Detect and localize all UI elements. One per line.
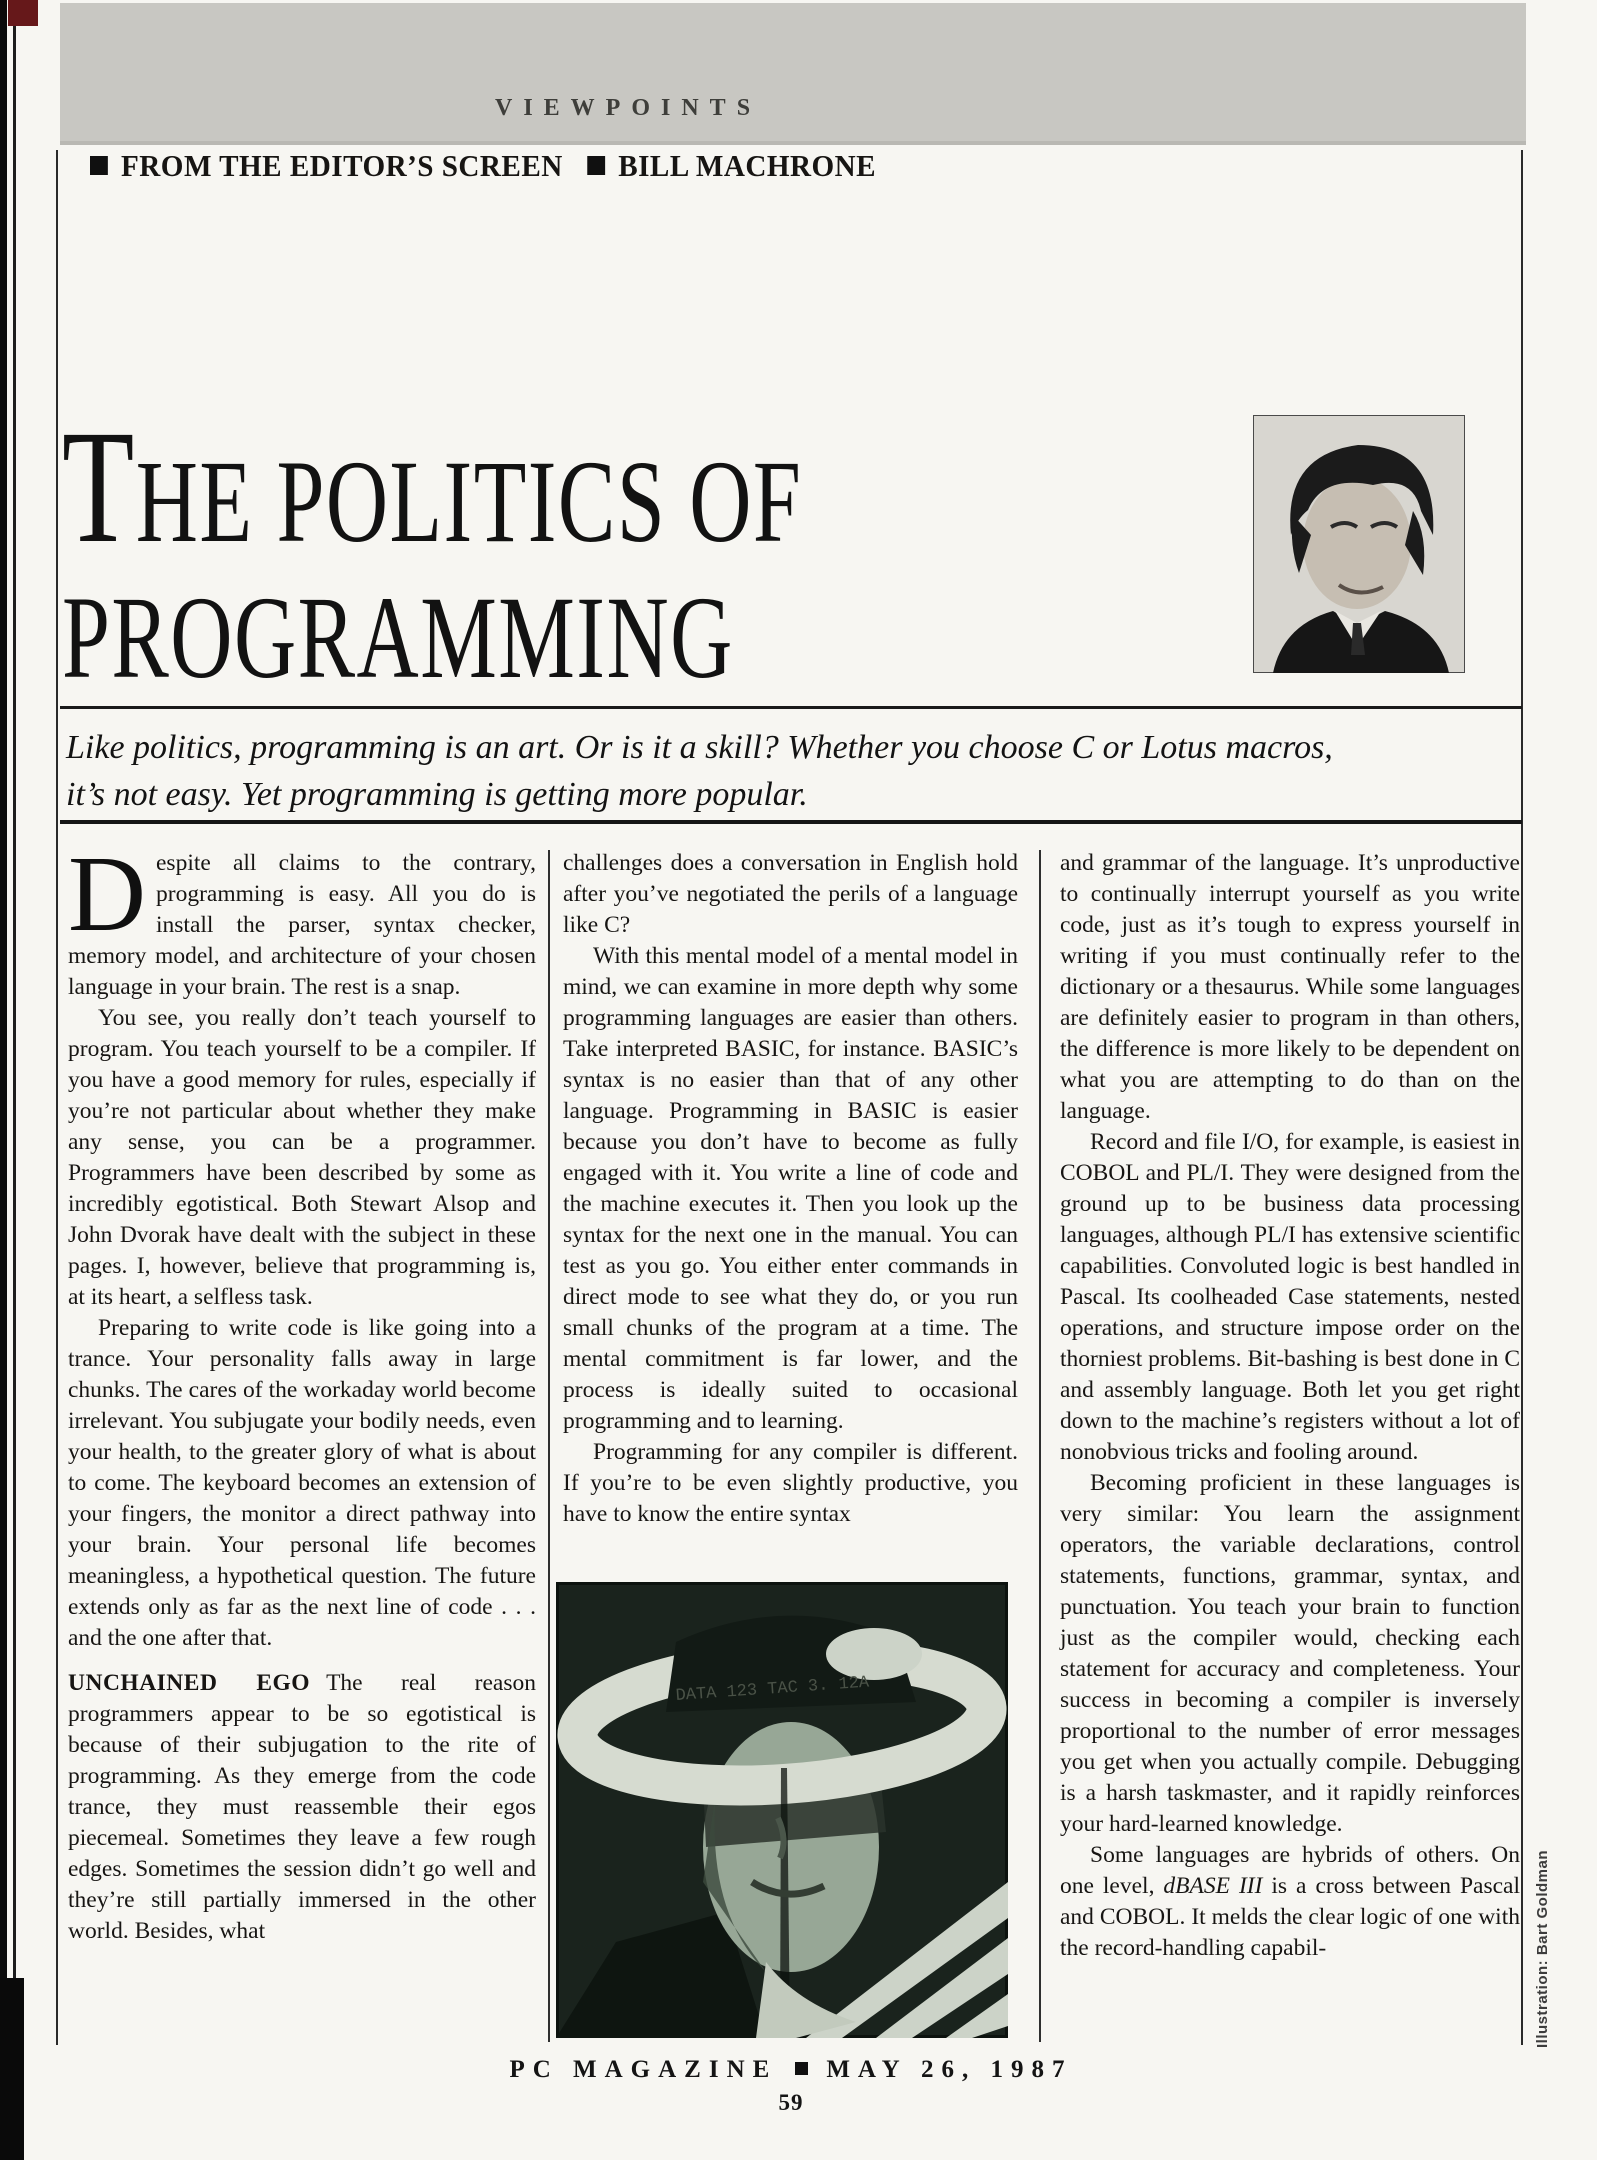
- drop-cap: D: [68, 835, 146, 954]
- page-frame-left-rule: [56, 150, 58, 2045]
- corner-mark: [8, 0, 38, 26]
- section-subhead: UNCHAINED EGO: [68, 1670, 311, 1696]
- paragraph-text: espite all claims to the contrary, programming is easy. All you do is install the parser, syntax checker, memory model, and architecture of your chosen language in your brain. The rest is a snap.: [68, 850, 536, 1000]
- paragraph: Becoming proficient in these languages is very similar: You learn the assignment operators, the variable declarations, control statements, functions, grammar, syntax, and punctuation. You teach your brain to function just as the compiler would, checking each statement for accuracy and completeness. Your success in becoming a compiler is inversely proportional to the number of error messages you get when you actually compile. Debugging is a harsh taskmaster, and it rapidly reinforces your hard-learned knowledge.: [1060, 1470, 1520, 1837]
- article-title: [62, 398, 803, 703]
- kicker-author: BILL MACHRONE: [618, 148, 877, 183]
- title-initial-cap: T: [62, 398, 136, 577]
- paragraph: [68, 835, 536, 1003]
- kicker: [90, 148, 876, 184]
- paragraph: Preparing to write code is like going into a trance. Your personality falls away in large chunks. The cares of the workaday world become irrelevant. You subjugate your bodily needs, even your health, to the greater glory of what is about to come. The keyboard becomes an extension of your fingers, the monitor a direct pathway into your brain. Your personal life becomes meaningless, a hypothetical question. The future extends only as far as the next line of code . . . and the one after that.: [68, 1315, 536, 1651]
- section-banner: [60, 3, 1526, 145]
- page-frame-right-rule: [1521, 150, 1523, 2045]
- illustration-credit: Illustration: Bart Goldman: [1534, 1849, 1551, 2048]
- column-divider: [1039, 850, 1041, 2042]
- portrait-photo: [1253, 415, 1465, 673]
- footer-magazine: PC MAGAZINE: [509, 2056, 778, 2083]
- article-illustration: [556, 1582, 1008, 2038]
- footer-date: MAY 26, 1987: [826, 2056, 1073, 2083]
- paragraph: and grammar of the language. It’s unproductive to continually interrupt yourself as you write code, just as it’s tough to express yourself in writing if you must continually refer to the dictionary or a thesaurus. While some languages are definitely easier to program in than others, the difference is more likely to be dependent on what you are attempting to do than on the language.: [1060, 850, 1520, 1124]
- paragraph: challenges does a conversation in English hold after you’ve negotiated the perils of a language like C?: [563, 850, 1018, 938]
- deck-bottom-rule: [60, 820, 1522, 824]
- paragraph-text: is a cross between Pascal and COBOL. It melds the clear logic of one with the record-handling capabil-: [1060, 1873, 1520, 1961]
- body-column-2: [563, 848, 1018, 1578]
- deck-line-2: it’s not easy. Yet programming is getting more popular.: [66, 776, 808, 813]
- scan-edge-line: [13, 0, 16, 2160]
- bullet-square-icon: [587, 156, 605, 175]
- body-column-3: [1060, 848, 1520, 2044]
- section-label: VIEWPOINTS: [495, 95, 762, 121]
- bullet-square-icon: [795, 2062, 808, 2075]
- column-divider: [548, 850, 550, 2042]
- paragraph-text: Some languages are hybrids of others. On one level,: [1060, 1842, 1520, 1899]
- deck-line-1: Like politics, programming is an art. Or is it a skill? Whether you choose C or Lotus macros,: [66, 729, 1333, 766]
- illustration-band-text: DATA 123 TAC 3. 12A: [675, 1673, 870, 1706]
- paragraph: You see, you really don’t teach yourself to program. You teach yourself to be a compiler. If you have a good memory for rules, especially if you’re not particular about whether they make any sense, you can be a programmer. Programmers have been described by some as incredibly egotistical. Both Stewart Alsop and John Dvorak have dealt with the subject in these pages. I, however, believe that programming is, at its heart, a selfless task.: [68, 1005, 536, 1310]
- paragraph: [1060, 1840, 1520, 1964]
- page-number: 59: [778, 2090, 804, 2115]
- paragraph: [68, 1668, 536, 1947]
- paragraph-text: The real reason programmers appear to be so egotistical is because of their subjugation to the rite of programming. As they emerge from the code trance, they must reassemble their egos piecemeal. Sometimes they leave a few rough edges. Sometimes the session didn’t go well and they’re still partially immersed in the other world. Besides, what: [68, 1670, 536, 1944]
- title-line-1-rest: HE POLITICS OF: [135, 436, 803, 567]
- deck: [66, 724, 1486, 818]
- scan-edge-wedge: [0, 1978, 24, 2160]
- kicker-label: FROM THE EDITOR’S SCREEN: [121, 148, 563, 183]
- running-footer: [60, 2056, 1522, 2084]
- scan-edge-bar: [0, 0, 7, 2160]
- body-column-1: [68, 835, 536, 2044]
- paragraph: Record and file I/O, for example, is easiest in COBOL and PL/I. They were designed from the ground up to be business data processing languages, although PL/I has extensive scientific capabilities. Convoluted logic is best handled in Pascal. Its coolheaded Case statements, nested operations, and structure impose order on the thorniest problems. Bit-bashing is best done in C and assembly language. Both let you get right down to the machine’s registers without a lot of nonobvious tricks and fooling around.: [1060, 1129, 1520, 1465]
- title-line-1: [62, 398, 803, 582]
- bullet-square-icon: [90, 156, 108, 175]
- paragraph: With this mental model of a mental model in mind, we can examine in more depth why some programming languages are easier than others. Take interpreted BASIC, for instance. BASIC’s syntax is no easier than that of any other language. Programming in BASIC is easier because you don’t have to become as fully engaged with it. You write a line of code and the machine executes it. Then you look up the syntax for the next one in the manual. You can test as you go. You either enter commands in direct mode to see what they do, or you run small chunks of the program at a time. The mental commitment is far lower, and the process is ideally suited to occasional programming and to learning.: [563, 943, 1018, 1434]
- product-name: dBASE III: [1163, 1873, 1263, 1899]
- deck-top-rule: [60, 706, 1522, 709]
- paragraph: Programming for any compiler is different. If you’re to be even slightly productive, you have to know the entire syntax: [563, 1439, 1018, 1527]
- title-line-2: PROGRAMMING: [62, 572, 734, 703]
